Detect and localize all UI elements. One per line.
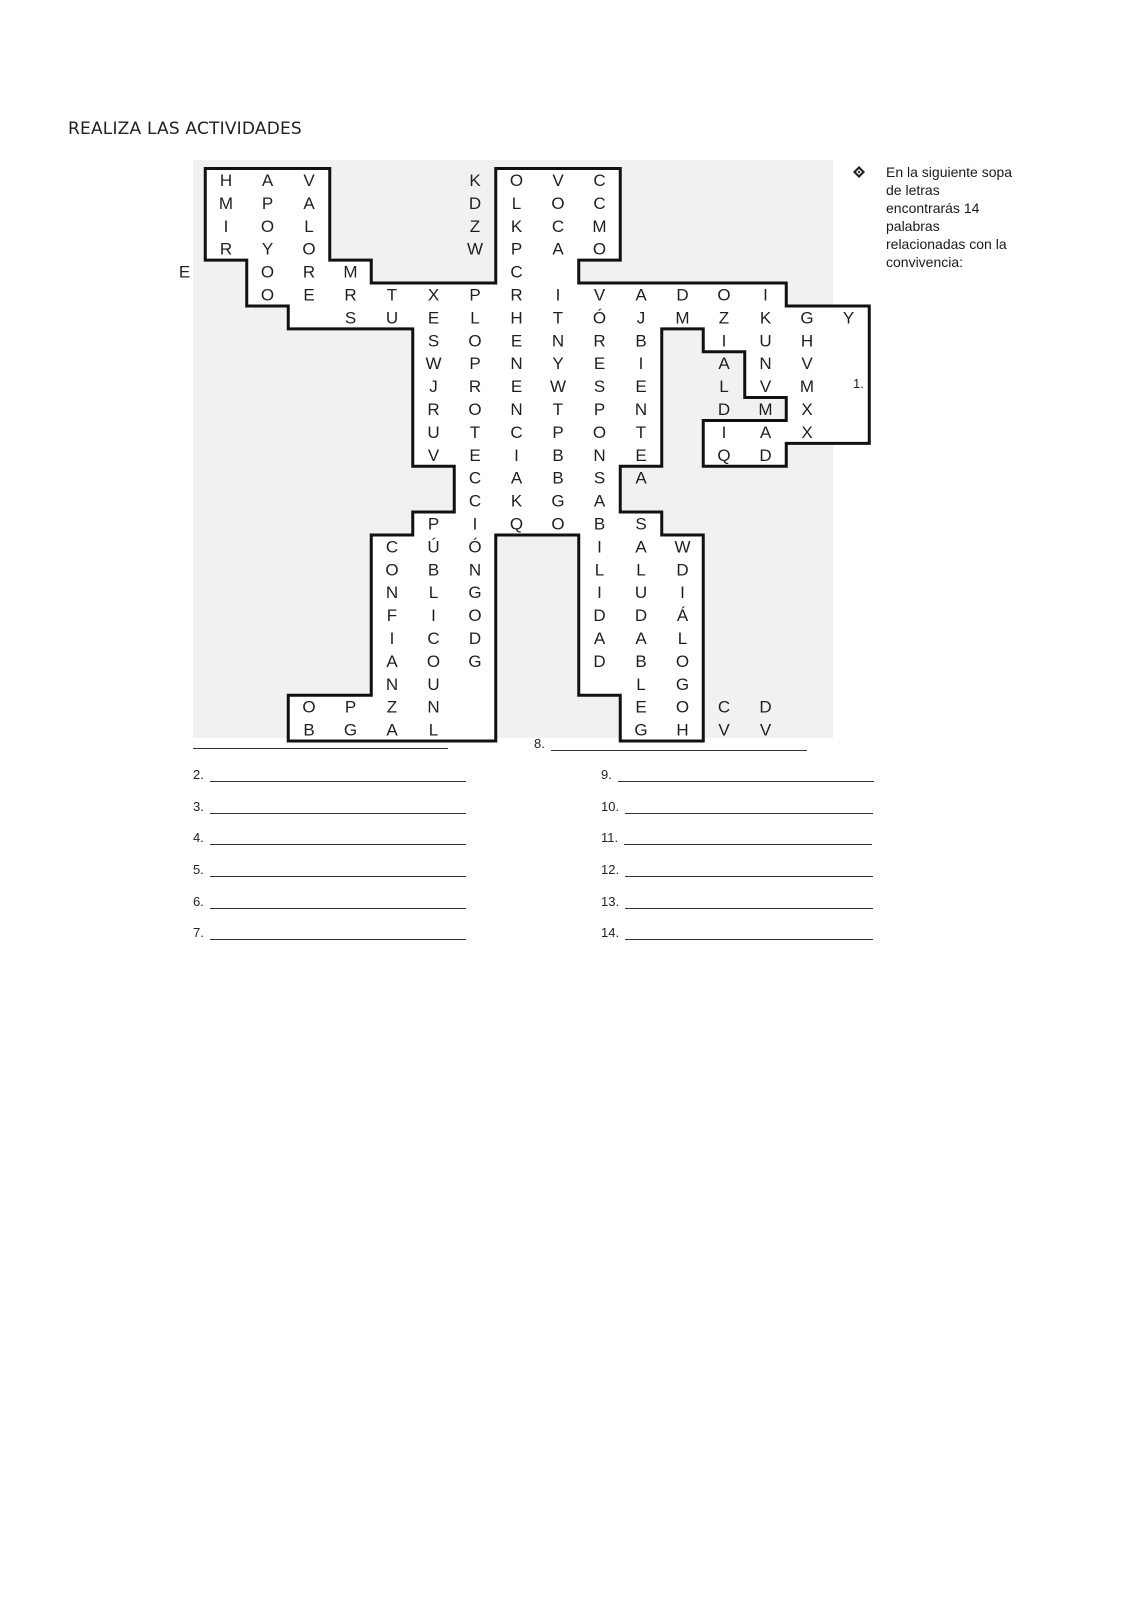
puzzle-letter: G — [634, 720, 648, 740]
puzzle-letter: R — [427, 400, 440, 419]
puzzle-letter: L — [428, 583, 439, 603]
puzzle-letter: A — [718, 354, 730, 374]
puzzle-letter: D — [593, 651, 606, 671]
puzzle-letter: L — [511, 193, 522, 213]
puzzle-letter: S — [427, 331, 440, 351]
instructions-text: En la siguiente sopa de letras encontrarás 14 palabras relacionadas con la convivencia: — [886, 164, 1013, 270]
puzzle-letter: L — [719, 377, 729, 397]
puzzle-letter: I — [638, 354, 644, 374]
puzzle-letter: E — [427, 308, 440, 328]
puzzle-letter: B — [635, 651, 647, 671]
puzzle-letter: O — [551, 193, 565, 213]
answer-line-2[interactable] — [193, 767, 466, 782]
answer-number: 13. — [601, 894, 620, 909]
puzzle-letter: A — [759, 422, 772, 442]
puzzle-letter: N — [468, 560, 482, 580]
puzzle-letter: I — [389, 629, 395, 648]
puzzle-letter: R — [344, 285, 357, 305]
answer-line-11[interactable] — [601, 830, 872, 845]
puzzle-letter: N — [634, 400, 648, 419]
puzzle-letter: V — [303, 171, 315, 190]
answer-number: 3. — [193, 799, 204, 814]
puzzle-letter: O — [260, 216, 275, 236]
puzzle-letter: C — [717, 697, 731, 717]
puzzle-letter: P — [469, 354, 481, 374]
puzzle-letter: C — [510, 422, 523, 442]
puzzle-letter: C — [468, 468, 482, 488]
puzzle-letter: Q — [509, 514, 524, 534]
puzzle-letter: M — [592, 216, 607, 236]
word-search-grid — [178, 160, 855, 740]
puzzle-letter: L — [677, 629, 688, 648]
puzzle-letter: K — [469, 171, 481, 190]
puzzle-letter: L — [470, 308, 480, 328]
puzzle-letter: T — [469, 422, 481, 442]
puzzle-letter: N — [759, 354, 772, 374]
puzzle-letter: O — [468, 606, 482, 626]
puzzle-letter: A — [635, 537, 647, 557]
puzzle-letter: N — [510, 400, 523, 419]
puzzle-letter: A — [635, 285, 647, 305]
puzzle-letter: Q — [717, 445, 731, 465]
puzzle-letter: O — [468, 331, 482, 351]
answer-blank[interactable] — [210, 832, 466, 845]
puzzle-letter: E — [510, 331, 523, 351]
puzzle-letter: S — [344, 308, 357, 328]
puzzle-letter: D — [676, 560, 689, 580]
puzzle-letter: C — [427, 629, 440, 648]
puzzle-letter: V — [718, 720, 730, 740]
puzzle-letter: M — [799, 377, 815, 397]
puzzle-letter: D — [468, 193, 482, 213]
answer-line-12[interactable] — [601, 862, 873, 877]
puzzle-letter: E — [635, 377, 647, 397]
puzzle-letter: Ó — [592, 308, 607, 328]
puzzle-letter: X — [801, 400, 813, 419]
puzzle-letter: G — [675, 674, 690, 694]
answer-number: 8. — [534, 736, 545, 751]
puzzle-letter: Y — [552, 354, 564, 374]
puzzle-letter: S — [635, 514, 647, 534]
puzzle-letter: T — [552, 400, 564, 419]
puzzle-letter: L — [304, 216, 314, 236]
puzzle-letter: G — [468, 651, 482, 671]
puzzle-letter: U — [427, 422, 440, 442]
puzzle-letter: K — [510, 491, 523, 511]
puzzle-letter: P — [593, 400, 606, 419]
puzzle-letter: U — [759, 331, 772, 351]
puzzle-letter: P — [510, 239, 523, 259]
puzzle-letter: R — [593, 331, 606, 351]
puzzle-letter: A — [303, 193, 315, 213]
answer-blank[interactable] — [193, 736, 448, 749]
puzzle-letter: D — [759, 445, 772, 465]
puzzle-letter: A — [552, 239, 564, 259]
answer-line-13[interactable] — [601, 894, 873, 909]
puzzle-letter: D — [468, 629, 482, 648]
puzzle-letter: O — [302, 239, 316, 259]
answer-number: 10. — [601, 799, 620, 814]
answer-line-14[interactable] — [601, 925, 873, 940]
puzzle-letter: B — [593, 514, 606, 534]
puzzle-letter: B — [427, 560, 440, 580]
puzzle-letter: B — [552, 445, 564, 465]
puzzle-letter: A — [593, 629, 606, 648]
puzzle-letter: V — [552, 171, 564, 190]
puzzle-letter: L — [594, 560, 605, 580]
answer-blank[interactable] — [210, 896, 466, 909]
puzzle-letter: N — [385, 674, 399, 694]
puzzle-letter: T — [386, 285, 398, 305]
answer-label-1: 1. — [853, 376, 864, 391]
puzzle-letter: A — [593, 491, 606, 511]
puzzle-letter: O — [675, 651, 690, 671]
answer-line-5[interactable] — [193, 862, 466, 877]
answer-number: 9. — [601, 767, 612, 782]
puzzle-letter: I — [431, 606, 436, 626]
puzzle-letter: V — [593, 285, 606, 305]
puzzle-letter: H — [800, 331, 814, 351]
puzzle-letter: E — [303, 285, 315, 305]
puzzle-letter: Z — [718, 308, 730, 328]
puzzle-letter: O — [509, 171, 524, 190]
puzzle-letter: A — [635, 629, 647, 648]
puzzle-letter: I — [555, 285, 561, 305]
puzzle-letter: I — [597, 537, 602, 557]
puzzle-letter: Y — [261, 239, 274, 259]
puzzle-letter: O — [551, 514, 565, 534]
puzzle-letter: U — [427, 674, 440, 694]
puzzle-letter: R — [302, 262, 316, 282]
puzzle-letter: M — [758, 400, 773, 419]
page-heading: REALIZA LAS ACTIVIDADES — [68, 119, 302, 139]
answer-number: 11. — [601, 830, 619, 845]
answer-line-9[interactable] — [601, 767, 874, 782]
puzzle-letter: I — [721, 422, 727, 442]
answer-blank[interactable] — [210, 864, 466, 877]
puzzle-letter: N — [427, 697, 440, 717]
puzzle-letter: V — [427, 445, 440, 465]
puzzle-letter: B — [635, 331, 647, 351]
puzzle-letter: W — [425, 354, 442, 374]
puzzle-letter: D — [593, 606, 606, 626]
puzzle-letter: A — [386, 651, 398, 671]
puzzle-letter: H — [510, 308, 523, 328]
puzzle-letter: M — [218, 193, 234, 213]
puzzle-letter: P — [469, 285, 481, 305]
puzzle-letter: Á — [676, 606, 689, 626]
puzzle-letter: N — [510, 354, 523, 374]
puzzle-letter: P — [552, 422, 564, 442]
puzzle-letter: E — [469, 445, 481, 465]
answer-line-8[interactable] — [534, 736, 807, 751]
puzzle-letter: O — [468, 400, 482, 419]
answer-blank[interactable] — [625, 801, 873, 814]
puzzle-letter: G — [468, 583, 482, 603]
puzzle-letter: I — [763, 285, 768, 305]
puzzle-letter: O — [675, 697, 690, 717]
puzzle-letter: H — [219, 171, 233, 190]
puzzle-letter: I — [472, 514, 478, 534]
puzzle-letter: W — [549, 377, 567, 397]
puzzle-letter: R — [219, 239, 233, 259]
puzzle-letter: C — [593, 171, 606, 190]
puzzle-letter: Z — [386, 697, 398, 717]
answer-number: 7. — [193, 925, 204, 940]
puzzle-letter: C — [510, 262, 523, 282]
puzzle-letter: U — [634, 583, 648, 603]
puzzle-letter: E — [510, 377, 523, 397]
puzzle-letter: P — [427, 514, 440, 534]
puzzle-letter: K — [759, 308, 772, 328]
answer-number: 2. — [193, 767, 204, 782]
answer-line-6[interactable] — [193, 894, 466, 909]
puzzle-letter: C — [385, 537, 399, 557]
puzzle-letter: G — [343, 720, 358, 740]
puzzle-letter: D — [759, 697, 772, 717]
answer-blank[interactable] — [210, 927, 466, 940]
puzzle-letter: D — [717, 400, 731, 419]
answer-blank[interactable] — [618, 769, 874, 782]
puzzle-letter: E — [178, 262, 191, 282]
puzzle-letter: K — [510, 216, 523, 236]
answer-line-7[interactable] — [193, 925, 466, 940]
puzzle-letter: O — [717, 285, 731, 305]
puzzle-letter: E — [635, 445, 647, 465]
answer-number: 14. — [601, 925, 620, 940]
puzzle-letter: B — [552, 468, 564, 488]
puzzle-letter: S — [593, 468, 606, 488]
puzzle-letter: N — [551, 331, 565, 351]
puzzle-letter: L — [428, 720, 439, 740]
diamond-bullet-icon — [853, 166, 865, 178]
puzzle-letter: E — [593, 354, 606, 374]
puzzle-letter: F — [386, 606, 398, 626]
puzzle-letter: P — [261, 193, 274, 213]
answer-number: 5. — [193, 862, 204, 877]
puzzle-letter: B — [303, 720, 315, 740]
puzzle-letter: A — [510, 468, 523, 488]
puzzle-letter: I — [597, 583, 602, 603]
answer-number: 4. — [193, 830, 204, 845]
puzzle-letter: N — [593, 445, 606, 465]
puzzle-letter: Ó — [468, 537, 482, 557]
puzzle-letter: I — [514, 445, 519, 465]
puzzle-letter: H — [676, 720, 689, 740]
puzzle-letter: C — [468, 491, 482, 511]
answer-blank[interactable] — [210, 769, 466, 782]
puzzle-letter: O — [260, 262, 275, 282]
puzzle-letter: L — [636, 560, 646, 580]
puzzle-letter: O — [302, 697, 316, 717]
answer-line-1[interactable] — [193, 736, 448, 749]
puzzle-letter: Z — [469, 216, 481, 236]
puzzle-letter: N — [385, 583, 399, 603]
puzzle-letter: A — [261, 171, 274, 190]
puzzle-letter: L — [636, 674, 646, 694]
puzzle-letter: X — [801, 422, 813, 442]
puzzle-letter: J — [429, 377, 438, 397]
puzzle-letter: O — [260, 285, 275, 305]
puzzle-letter: V — [759, 720, 772, 740]
answer-line-10[interactable] — [601, 799, 873, 814]
puzzle-letter: S — [593, 377, 606, 397]
puzzle-letter: T — [552, 308, 564, 328]
puzzle-letter: A — [635, 468, 647, 488]
puzzle-letter: E — [635, 697, 647, 717]
puzzle-letter: D — [634, 606, 648, 626]
puzzle-letter: W — [674, 537, 691, 557]
puzzle-letter: W — [466, 239, 484, 259]
answer-number: 6. — [193, 894, 204, 909]
puzzle-letter: G — [551, 491, 565, 511]
puzzle-letter: G — [800, 308, 814, 328]
puzzle-letter: X — [427, 285, 440, 305]
answer-blank[interactable] — [624, 832, 872, 845]
puzzle-letter: R — [510, 285, 523, 305]
answer-blank[interactable] — [210, 801, 466, 814]
puzzle-letter: V — [801, 354, 813, 374]
word-search-puzzle — [178, 160, 855, 740]
puzzle-letter: O — [426, 651, 441, 671]
puzzle-letter: C — [593, 193, 606, 213]
puzzle-letter: U — [385, 308, 399, 328]
puzzle-letter: M — [343, 262, 358, 282]
puzzle-letter: Ú — [427, 537, 440, 557]
answer-blank[interactable] — [625, 896, 873, 909]
answer-line-3[interactable] — [193, 799, 466, 814]
answer-line-4[interactable] — [193, 830, 466, 845]
puzzle-letter: V — [759, 377, 772, 397]
puzzle-letter: I — [680, 583, 685, 603]
puzzle-letter: R — [468, 377, 482, 397]
puzzle-letter: O — [592, 422, 607, 442]
puzzle-letter: M — [675, 308, 690, 328]
puzzle-letter: O — [385, 560, 399, 580]
puzzle-letter: T — [635, 422, 647, 442]
puzzle-letter: P — [344, 697, 357, 717]
answer-number: 12. — [601, 862, 620, 877]
puzzle-letter: J — [636, 308, 646, 328]
puzzle-letter: I — [223, 216, 229, 236]
puzzle-letter: I — [721, 331, 727, 351]
answer-blank[interactable] — [551, 738, 807, 751]
answer-blank[interactable] — [625, 864, 873, 877]
puzzle-letter: D — [676, 285, 689, 305]
puzzle-letter: O — [592, 239, 607, 259]
puzzle-letter: Y — [842, 308, 855, 328]
answer-blank[interactable] — [625, 927, 873, 940]
puzzle-letter: C — [551, 216, 565, 236]
puzzle-letter: A — [386, 720, 398, 740]
